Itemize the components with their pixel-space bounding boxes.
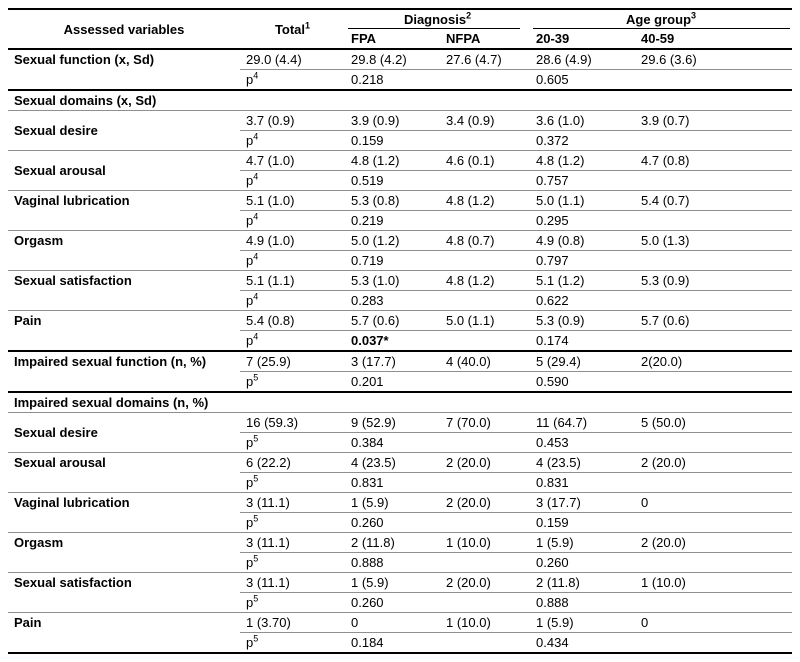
p-label: $p^5$ xyxy=(240,513,345,533)
value-nfpa: 2 (20.0) xyxy=(440,493,530,513)
value-age-40-59: 3.9 (0.7) xyxy=(635,111,792,131)
p-value-diagnosis: 0.260 xyxy=(345,513,530,533)
value-age-40-59: 4.7 (0.8) xyxy=(635,151,792,171)
variable-label: Sexual function (x, Sd) xyxy=(8,49,240,90)
p-label: $p^5$ xyxy=(240,372,345,393)
value-nfpa: 7 (70.0) xyxy=(440,413,530,433)
p-value-age: 0.453 xyxy=(530,433,792,453)
footnote-marker: 5 xyxy=(253,633,259,644)
value-age-20-39: 2 (11.8) xyxy=(530,573,635,593)
value-age-40-59: 5.7 (0.6) xyxy=(635,311,792,331)
value-total: 3.7 (0.9) xyxy=(240,111,345,131)
footnote-marker: 1 xyxy=(305,20,311,31)
value-age-20-39: 5.0 (1.1) xyxy=(530,191,635,211)
value-fpa: 9 (52.9) xyxy=(345,413,440,433)
variable-label: Sexual desire xyxy=(8,413,240,453)
p-value-age: 0.888 xyxy=(530,593,792,613)
value-age-20-39: 28.6 (4.9) xyxy=(530,49,635,70)
value-nfpa: 4 (40.0) xyxy=(440,351,530,372)
value-age-40-59: 5.3 (0.9) xyxy=(635,271,792,291)
variable-label: Sexual arousal xyxy=(8,151,240,191)
value-age-40-59: 5.4 (0.7) xyxy=(635,191,792,211)
p-value-diagnosis: 0.283 xyxy=(345,291,530,311)
value-age-20-39: 11 (64.7) xyxy=(530,413,635,433)
value-age-20-39: 4.9 (0.8) xyxy=(530,231,635,251)
p-label: $p^4$ xyxy=(240,211,345,231)
p-label: $p^4$ xyxy=(240,131,345,151)
value-age-40-59: 0 xyxy=(635,493,792,513)
value-fpa: 1 (5.9) xyxy=(345,493,440,513)
value-nfpa: 1 (10.0) xyxy=(440,533,530,553)
p-value-diagnosis: 0.184 xyxy=(345,633,530,654)
p-value-age: 0.372 xyxy=(530,131,792,151)
value-age-20-39: 1 (5.9) xyxy=(530,613,635,633)
value-total: 7 (25.9) xyxy=(240,351,345,372)
section-header-row xyxy=(8,90,792,111)
p-value-age: 0.831 xyxy=(530,473,792,493)
value-nfpa: 4.6 (0.1) xyxy=(440,151,530,171)
values-row xyxy=(8,311,792,331)
values-row xyxy=(8,573,792,593)
p-value-diagnosis: 0.888 xyxy=(345,553,530,573)
header-nfpa: NFPA xyxy=(440,29,530,49)
header-total-text: Total xyxy=(274,21,306,37)
variable-label: Impaired sexual function (n, %) xyxy=(8,351,240,392)
section-label: Impaired sexual domains (n, %) xyxy=(8,392,240,413)
footnote-marker: 4 xyxy=(253,211,259,222)
footnote-marker: 5 xyxy=(253,513,259,524)
values-row xyxy=(8,453,792,473)
values-row xyxy=(8,271,792,291)
variable-label: Orgasm xyxy=(8,231,240,271)
value-nfpa: 4.8 (1.2) xyxy=(440,271,530,291)
values-row xyxy=(8,49,792,70)
p-value-age: 0.295 xyxy=(530,211,792,231)
p-label: $p^4$ xyxy=(240,70,345,91)
value-age-20-39: 1 (5.9) xyxy=(530,533,635,553)
value-total: 1 (3.70) xyxy=(240,613,345,633)
value-fpa: 3 (17.7) xyxy=(345,351,440,372)
header-diagnosis xyxy=(345,9,530,29)
value-age-40-59: 5.0 (1.3) xyxy=(635,231,792,251)
value-total: 6 (22.2) xyxy=(240,453,345,473)
table-body xyxy=(8,49,792,653)
value-total: 4.9 (1.0) xyxy=(240,231,345,251)
value-age-20-39: 4 (23.5) xyxy=(530,453,635,473)
p-label: $p^4$ xyxy=(240,331,345,352)
values-row xyxy=(8,533,792,553)
p-value-age: 0.434 xyxy=(530,633,792,654)
section-filler xyxy=(240,392,792,413)
value-age-40-59: 29.6 (3.6) xyxy=(635,49,792,70)
values-row xyxy=(8,351,792,372)
p-label: $p^5$ xyxy=(240,633,345,654)
footnote-marker: 5 xyxy=(253,473,259,484)
p-label: $p^4$ xyxy=(240,291,345,311)
values-row xyxy=(8,111,792,131)
variable-label: Sexual satisfaction xyxy=(8,573,240,613)
value-age-40-59: 0 xyxy=(635,613,792,633)
value-fpa: 3.9 (0.9) xyxy=(345,111,440,131)
value-total: 5.4 (0.8) xyxy=(240,311,345,331)
footnote-marker: 4 xyxy=(253,70,259,81)
values-row xyxy=(8,191,792,211)
footnote-marker: 5 xyxy=(253,433,259,444)
value-fpa: 5.0 (1.2) xyxy=(345,231,440,251)
section-header-row xyxy=(8,392,792,413)
value-nfpa: 2 (20.0) xyxy=(440,573,530,593)
p-label: $p^4$ xyxy=(240,171,345,191)
p-value-diagnosis: 0.159 xyxy=(345,131,530,151)
header-age-group xyxy=(530,9,792,29)
p-value-diagnosis: 0.037* xyxy=(345,331,530,352)
p-value-age: 0.622 xyxy=(530,291,792,311)
p-value-age: 0.797 xyxy=(530,251,792,271)
value-age-20-39: 5 (29.4) xyxy=(530,351,635,372)
value-age-20-39: 3.6 (1.0) xyxy=(530,111,635,131)
p-value-age: 0.605 xyxy=(530,70,792,91)
header-row-groups xyxy=(8,9,792,29)
value-fpa: 29.8 (4.2) xyxy=(345,49,440,70)
variable-label: Pain xyxy=(8,311,240,352)
value-fpa: 2 (11.8) xyxy=(345,533,440,553)
footnote-marker: 5 xyxy=(253,593,259,604)
value-total: 4.7 (1.0) xyxy=(240,151,345,171)
value-age-20-39: 5.3 (0.9) xyxy=(530,311,635,331)
value-nfpa: 3.4 (0.9) xyxy=(440,111,530,131)
footnote-marker: 3 xyxy=(691,10,697,21)
footnote-marker: 4 xyxy=(253,291,259,302)
p-label: $p^4$ xyxy=(240,251,345,271)
header-fpa: FPA xyxy=(345,29,440,49)
p-value-diagnosis: 0.831 xyxy=(345,473,530,493)
variable-label: Orgasm xyxy=(8,533,240,573)
table-header xyxy=(8,9,792,49)
header-age-40-59: 40-59 xyxy=(635,29,792,49)
p-value-diagnosis: 0.384 xyxy=(345,433,530,453)
value-nfpa: 2 (20.0) xyxy=(440,453,530,473)
value-total: 3 (11.1) xyxy=(240,493,345,513)
value-age-40-59: 2(20.0) xyxy=(635,351,792,372)
p-label: $p^5$ xyxy=(240,473,345,493)
header-assessed-variables: Assessed variables xyxy=(8,9,240,49)
variable-label: Vaginal lubrication xyxy=(8,493,240,533)
header-total xyxy=(240,9,345,49)
results-table xyxy=(8,8,792,654)
footnote-marker: 4 xyxy=(253,251,259,262)
value-total: 5.1 (1.0) xyxy=(240,191,345,211)
p-label: $p^5$ xyxy=(240,553,345,573)
value-age-40-59: 1 (10.0) xyxy=(635,573,792,593)
footnote-marker: 4 xyxy=(253,171,259,182)
values-row xyxy=(8,613,792,633)
value-fpa: 0 xyxy=(345,613,440,633)
value-total: 16 (59.3) xyxy=(240,413,345,433)
value-age-20-39: 5.1 (1.2) xyxy=(530,271,635,291)
footnote-marker: 5 xyxy=(253,553,259,564)
footnote-marker: 2 xyxy=(466,10,472,21)
header-age-group-text: Age group xyxy=(626,12,692,27)
footnote-marker: 4 xyxy=(253,331,259,342)
p-value-diagnosis: 0.201 xyxy=(345,372,530,393)
values-row xyxy=(8,231,792,251)
value-fpa: 4 (23.5) xyxy=(345,453,440,473)
header-age-20-39: 20-39 xyxy=(530,29,635,49)
variable-label: Sexual arousal xyxy=(8,453,240,493)
value-nfpa: 4.8 (1.2) xyxy=(440,191,530,211)
section-label: Sexual domains (x, Sd) xyxy=(8,90,240,111)
values-row xyxy=(8,151,792,171)
value-fpa: 5.7 (0.6) xyxy=(345,311,440,331)
footnote-marker: 4 xyxy=(253,131,259,142)
value-age-20-39: 3 (17.7) xyxy=(530,493,635,513)
variable-label: Sexual satisfaction xyxy=(8,271,240,311)
p-value-diagnosis: 0.260 xyxy=(345,593,530,613)
value-fpa: 5.3 (0.8) xyxy=(345,191,440,211)
value-nfpa: 5.0 (1.1) xyxy=(440,311,530,331)
value-fpa: 1 (5.9) xyxy=(345,573,440,593)
value-fpa: 4.8 (1.2) xyxy=(345,151,440,171)
value-nfpa: 27.6 (4.7) xyxy=(440,49,530,70)
p-value-age: 0.260 xyxy=(530,553,792,573)
header-diagnosis-text: Diagnosis xyxy=(403,12,467,27)
p-label: $p^5$ xyxy=(240,593,345,613)
section-filler xyxy=(240,90,792,111)
value-age-40-59: 2 (20.0) xyxy=(635,453,792,473)
p-value-age: 0.757 xyxy=(530,171,792,191)
value-age-40-59: 2 (20.0) xyxy=(635,533,792,553)
values-row xyxy=(8,413,792,433)
value-age-20-39: 4.8 (1.2) xyxy=(530,151,635,171)
value-fpa: 5.3 (1.0) xyxy=(345,271,440,291)
value-total: 3 (11.1) xyxy=(240,573,345,593)
value-total: 5.1 (1.1) xyxy=(240,271,345,291)
p-value-diagnosis: 0.719 xyxy=(345,251,530,271)
p-value-age: 0.174 xyxy=(530,331,792,352)
p-value-diagnosis: 0.519 xyxy=(345,171,530,191)
values-row xyxy=(8,493,792,513)
p-value-age: 0.159 xyxy=(530,513,792,533)
value-total: 3 (11.1) xyxy=(240,533,345,553)
variable-label: Pain xyxy=(8,613,240,654)
variable-label: Vaginal lubrication xyxy=(8,191,240,231)
footnote-marker: 5 xyxy=(253,372,259,383)
value-total: 29.0 (4.4) xyxy=(240,49,345,70)
p-value-diagnosis: 0.218 xyxy=(345,70,530,91)
value-nfpa: 4.8 (0.7) xyxy=(440,231,530,251)
value-nfpa: 1 (10.0) xyxy=(440,613,530,633)
p-value-age: 0.590 xyxy=(530,372,792,393)
value-age-40-59: 5 (50.0) xyxy=(635,413,792,433)
variable-label: Sexual desire xyxy=(8,111,240,151)
p-label: $p^5$ xyxy=(240,433,345,453)
p-value-diagnosis: 0.219 xyxy=(345,211,530,231)
